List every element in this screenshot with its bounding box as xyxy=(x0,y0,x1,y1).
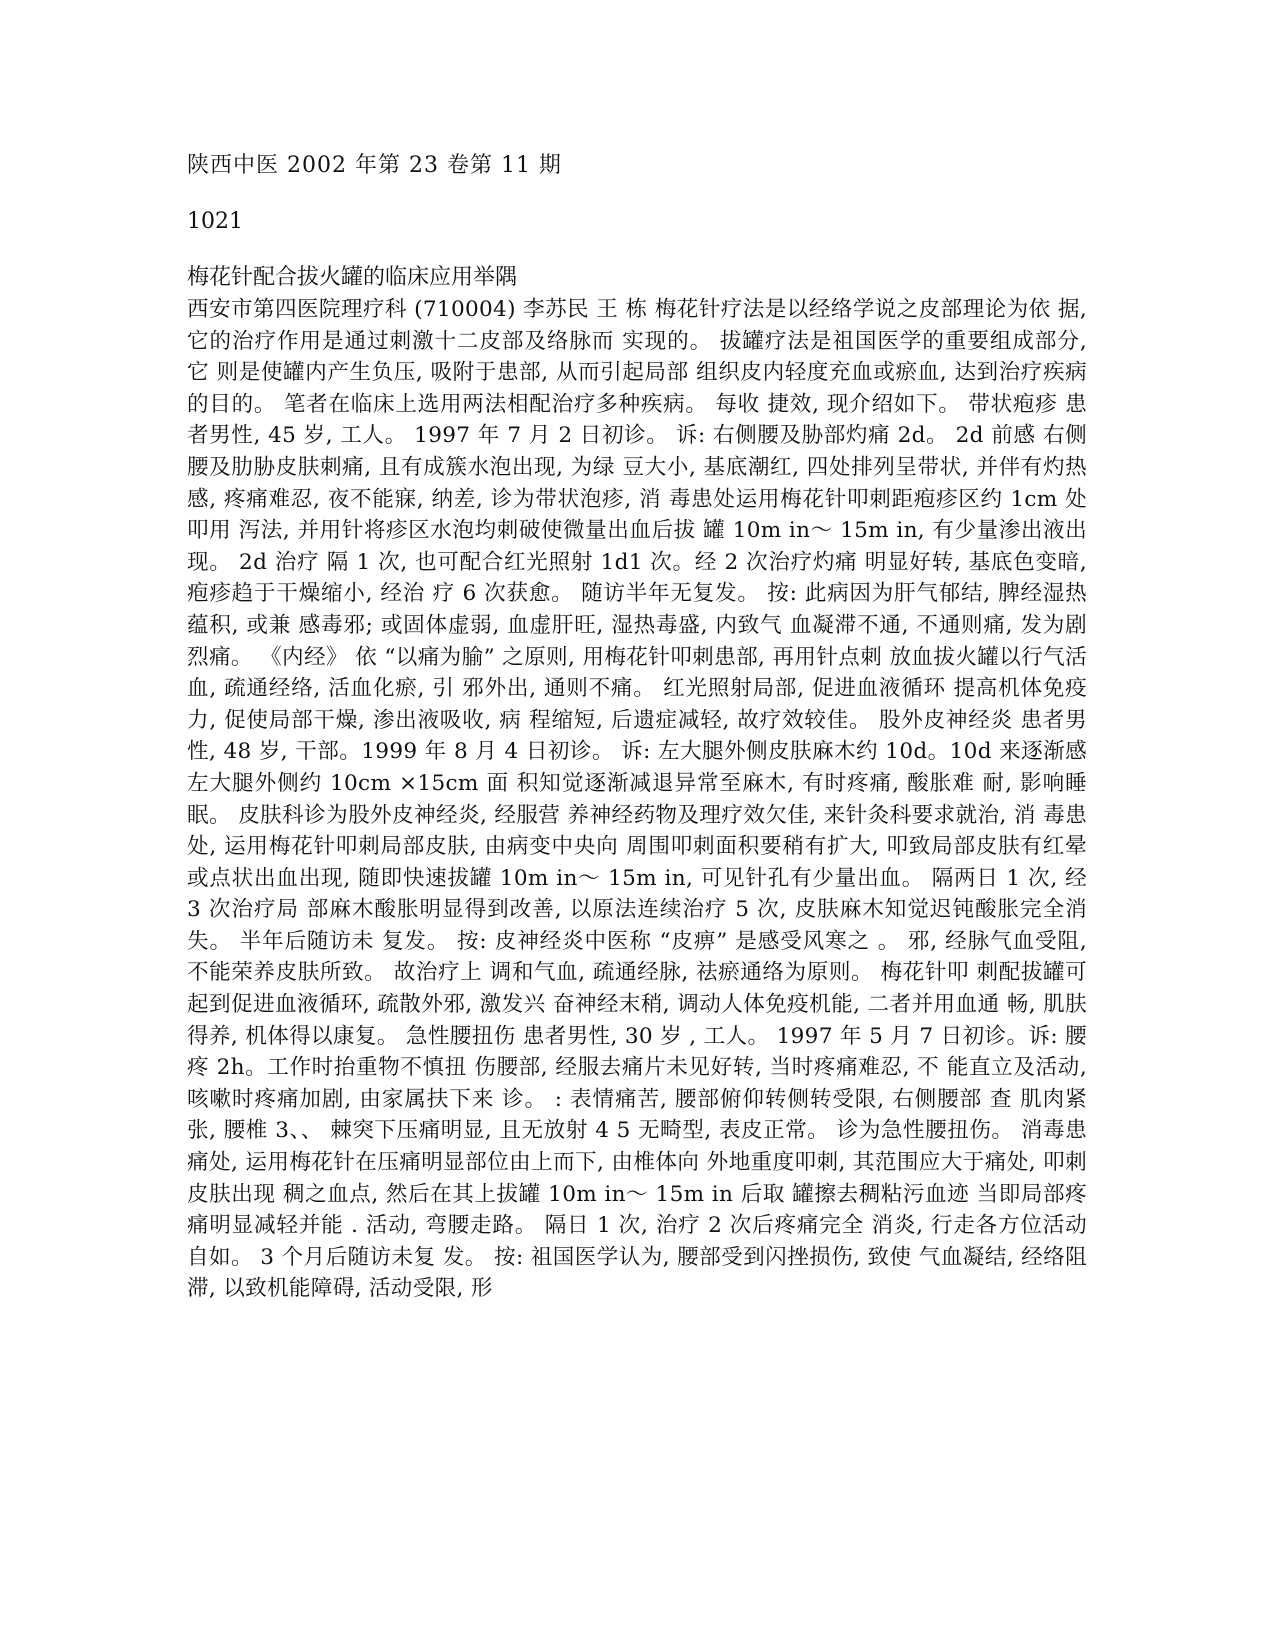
article-title: 梅花针配合拔火罐的临床应用举隅 xyxy=(187,265,518,290)
page xyxy=(187,150,1087,1305)
article-body: 西安市第四医院理疗科 (710004) 李苏民 王 栋 梅花针疗法是以经络学说之皮部理论为依 据, 它的治疗作用是通过刺激十二皮部及络脉而 实现的。 拔罐疗法是祖国医学的重要组成部分, 它 则是使罐内产生负压, 吸附于患部, 从而引起局部 组织皮内轻度充血或瘀血, 达到治疗疾病的目的。 笔者在临床上选用两法相配治疗多种疾病。 每收 捷效, 现介绍如下。 带状疱疹 患者男性, 45 岁, 工人。 1997 年 7 月 2 日初诊。 诉: 右侧腰及胁部灼痛 2d。 2d 前感 右侧腰及肋胁皮肤刺痛, 且有成簇水泡出现, 为绿 豆大小, 基底潮红, 四处排列呈带状, 并伴有灼热感, 疼痛难忍, 夜不能寐, 纳差, 诊为带状泡疹, 消 毒患处运用梅花针叩刺距疱疹区约 1cm 处叩用 泻法, 并用针将疹区水泡均刺破使微量出血后拔 罐 10m in～ 15m in, 有少量渗出液出现。 2d 治疗 隔 1 次, 也可配合红光照射 1d1 次。经 2 次治疗灼痛 明显好转, 基底色变暗, 疱疹趋于干燥缩小, 经治 疗 6 次获愈。 随访半年无复发。 按: 此病因为肝气郁结, 脾经湿热蕴积, 或兼 感毒邪; 或固体虚弱, 血虚肝旺, 湿热毒盛, 内致气 血凝滞不通, 不通则痛, 发为剧烈痛。 《内经》 依 “以痛为腧” 之原则, 用梅花针叩刺患部, 再用针点刺 放血拔火罐以行气活血, 疏通经络, 活血化瘀, 引 邪外出, 通则不痛。 红光照射局部, 促进血液循环 提高机体免疫力, 促使局部干燥, 渗出液吸收, 病 程缩短, 后遗症减轻, 故疗效较佳。 股外皮神经炎 患者男性, 48 岁, 干部。1999 年 8 月 4 日初诊。 诉: 左大腿外侧皮肤麻木约 10d。10d 来逐渐感左大腿外侧约 10cm ×15cm 面 积知觉逐渐减退异常至麻木, 有时疼痛, 酸胀难 耐, 影响睡眠。 皮肤科诊为股外皮神经炎, 经服营 养神经药物及理疗效欠佳, 来针灸科要求就治, 消 毒患处, 运用梅花针叩刺局部皮肤, 由病变中央向 周围叩刺面积要稍有扩大, 叩致局部皮肤有红晕 或点状出血出现, 随即快速拔罐 10m in～ 15m in, 可见针孔有少量出血。 隔两日 1 次, 经 3 次治疗局 部麻木酸胀明显得到改善, 以原法连续治疗 5 次, 皮肤麻木知觉迟钝酸胀完全消失。 半年后随访未 复发。 按: 皮神经炎中医称 “皮痹” 是感受风寒之 。 邪, 经脉气血受阻, 不能荣养皮肤所致。 故治疗上 调和气血, 疏通经脉, 祛瘀通络为原则。 梅花针叩 刺配拔罐可起到促进血液循环, 疏散外邪, 激发兴 奋神经末稍, 调动人体免疫机能, 二者并用血通 畅, 肌肤得养, 机体得以康复。 急性腰扭伤 患者男性, 30 岁 , 工人。 1997 年 5 月 7 日初诊。诉: 腰疼 2h。工作时抬重物不慎扭 伤腰部, 经服去痛片未见好转, 当时疼痛难忍, 不 能直立及活动, 咳嗽时疼痛加剧, 由家属扶下来 诊。 : 表情痛苦, 腰部俯仰转侧转受限, 右侧腰部 查 肌肉紧张, 腰椎 3、、 棘突下压痛明显, 且无放射 4 5 无畸型, 表皮正常。 诊为急性腰扭伤。 消毒患痛处, 运用梅花针在压痛明显部位由上而下, 由椎体向 外地重度叩刺, 其范围应大于痛处, 叩刺皮肤出现 稠之血点, 然后在其上拔罐 10m in～ 15m in 后取 罐擦去稠粘污血迹 当即局部疼痛明显减轻并能 . 活动, 弯腰走路。 隔日 1 次, 治疗 2 次后疼痛完全 消炎, 行走各方位活动自如。 3 个月后随访未复 发。 按: 祖国医学认为, 腰部受到闪挫损伤, 致使 气血凝结, 经络阻滞, 以致机能障碍, 活动受限, 形 xyxy=(187,297,1087,1302)
journal-header: 陕西中医 2002 年第 23 卷第 11 期 xyxy=(187,153,562,178)
page-number: 1021 xyxy=(187,209,243,234)
